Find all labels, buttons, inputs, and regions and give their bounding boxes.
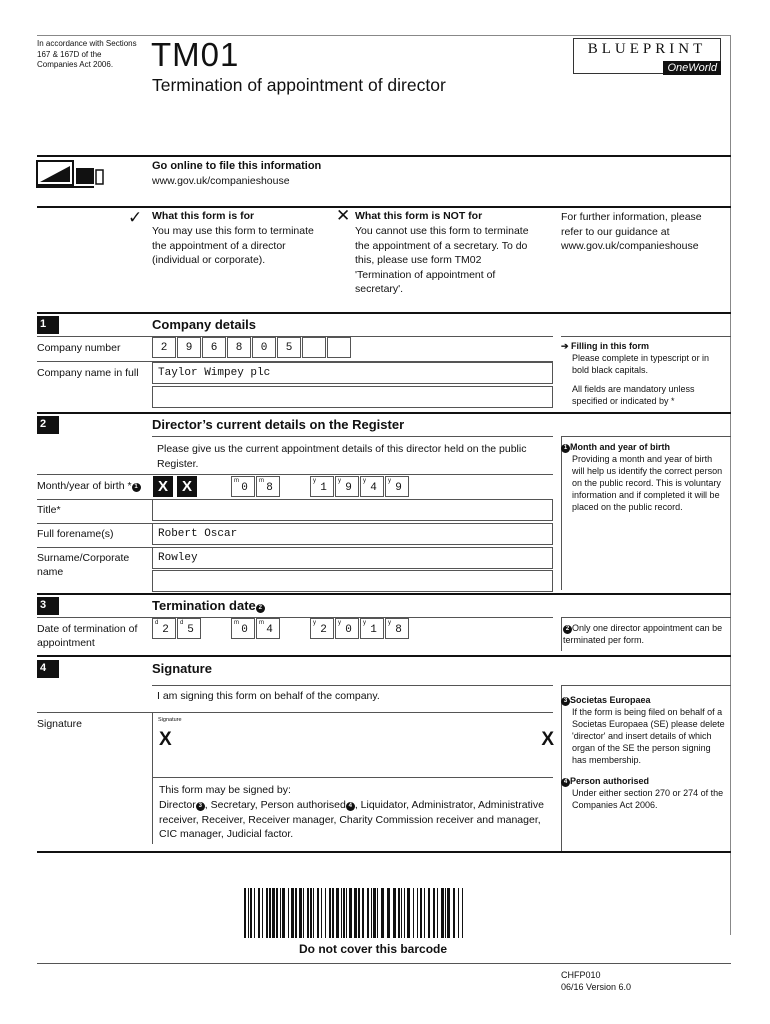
barcode-bar	[373, 888, 376, 938]
signature-label: Signature	[37, 718, 82, 730]
barcode-bar	[325, 888, 326, 938]
barcode-bar	[437, 888, 438, 938]
dob-note	[561, 441, 731, 513]
barcode-bar	[254, 888, 255, 938]
signed-by-box	[152, 778, 553, 844]
barcode-bar	[458, 888, 459, 938]
form-code: TM01	[151, 36, 240, 73]
barcode-bar	[404, 888, 405, 938]
barcode-bar	[401, 888, 402, 938]
section-1-title: Company details	[152, 317, 257, 332]
barcode-bar	[310, 888, 312, 938]
filling-note-text: Please complete in typescript or in bold black capitals.	[572, 353, 710, 375]
not-for-title: What this form is NOT for	[355, 210, 483, 222]
note-2-marker: 2	[563, 625, 572, 634]
barcode-bar	[250, 888, 252, 938]
section-3-title: Termination date 2	[152, 598, 265, 613]
surname-field[interactable]: Rowley	[152, 547, 553, 569]
barcode-bar	[341, 888, 342, 938]
barcode-bar	[272, 888, 275, 938]
barcode-bar	[248, 888, 249, 938]
signed-by-list: Director 3 , Secretary, Person authorised 4 , Liquidator, Administrator, Administrative receiver, Receiver, Receiver manager, Charity Commission receiver and manager, CIC manager, Judicial factor.	[159, 799, 544, 840]
termination-note-text: Only one director appointment can be terminated per form.	[563, 623, 723, 645]
section-4-title: Signature	[152, 661, 212, 676]
signature-box-label: Signature	[158, 717, 182, 723]
barcode-bar	[349, 888, 352, 938]
person-authorised-note	[561, 775, 731, 811]
for-title: What this form is for	[152, 210, 255, 222]
barcode-bar	[276, 888, 278, 938]
barcode-bar	[266, 888, 268, 938]
not-for-text: You cannot use this form to terminate the appointment of a secretary. To do this, please use form TM02 'Termination of appointment of secretary'.	[355, 225, 529, 295]
barcode	[242, 888, 467, 938]
person-authorised-note-title: Person authorised	[570, 776, 650, 786]
online-url[interactable]: www.gov.uk/companieshouse	[152, 175, 290, 187]
barcode-bar	[303, 888, 304, 938]
barcode-bar	[445, 888, 446, 938]
barcode-bar	[381, 888, 384, 938]
company-number-digit: 8	[235, 341, 243, 354]
dob-month-cell[interactable]: m 8	[256, 476, 280, 497]
barcode-bar	[343, 888, 345, 938]
company-number-label: Company number	[37, 342, 121, 354]
section-2-number: 2	[37, 416, 59, 434]
barcode-bar	[428, 888, 430, 938]
surname-field-line2[interactable]	[152, 570, 553, 592]
barcode-bar	[280, 888, 281, 938]
signature-box[interactable]	[152, 712, 553, 778]
company-number-digit: 0	[260, 341, 268, 354]
termination-day-cell[interactable]: d 5	[177, 618, 201, 639]
company-number-digit: 6	[210, 341, 218, 354]
company-number-digit: 9	[185, 341, 193, 354]
section-1-number: 1	[37, 316, 59, 334]
barcode-bar	[295, 888, 297, 938]
note-4-marker: 4	[346, 802, 355, 811]
online-title: Go online to file this information	[152, 160, 322, 172]
barcode-bar	[307, 888, 309, 938]
barcode-bar	[317, 888, 319, 938]
barcode-bar	[407, 888, 410, 938]
cross-icon: ✕	[336, 206, 351, 225]
barcode-bar	[313, 888, 314, 938]
title-label: Title*	[37, 504, 61, 516]
barcode-bar	[413, 888, 414, 938]
company-number-digit: 5	[285, 341, 293, 354]
note-2-marker: 2	[256, 604, 265, 613]
barcode-bar	[321, 888, 322, 938]
footer-code: CHFP010	[561, 970, 601, 980]
company-name-label: Company name in full	[37, 367, 139, 379]
barcode-bar	[354, 888, 357, 938]
signing-statement: I am signing this form on behalf of the company.	[157, 690, 380, 702]
barcode-bar	[447, 888, 450, 938]
termination-year-cell[interactable]: y 8	[385, 618, 409, 639]
societas-note-text: If the form is being filed on behalf of a Societas Europaea (SE) please delete 'director' and insert details of which organ of the SE the person signing has membership.	[572, 707, 725, 765]
barcode-bar	[424, 888, 425, 938]
termination-month-cell[interactable]: m 0	[231, 618, 255, 639]
societas-note-title: Societas Europaea	[570, 695, 651, 705]
filling-note: ➔ Filling in this form Please complete in typescript or in bold black capitals. All fields are mandatory unless specified or indicated by *	[561, 340, 731, 407]
barcode-bar	[362, 888, 364, 938]
forenames-field[interactable]: Robert Oscar	[152, 523, 553, 545]
barcode-bar	[398, 888, 400, 938]
dob-day-blocked: X	[153, 476, 173, 497]
barcode-bar	[269, 888, 271, 938]
barcode-bar	[329, 888, 331, 938]
legal-note: In accordance with Sections 167 & 167D of the Companies Act 2006.	[37, 39, 137, 69]
dob-year-cell[interactable]: y 1	[310, 476, 334, 497]
societas-note	[561, 694, 731, 766]
filling-note-text2: All fields are mandatory unless specified or indicated by *	[572, 384, 695, 406]
company-number-digit: 2	[160, 341, 168, 354]
barcode-bar	[332, 888, 334, 938]
further-info: For further information, please refer to our guidance at www.gov.uk/companieshouse	[561, 211, 702, 252]
dob-year-cell[interactable]: y 9	[335, 476, 359, 497]
termination-month-cell[interactable]: m 4	[256, 618, 280, 639]
dob-year-cell[interactable]: y 9	[385, 476, 409, 497]
termination-note	[561, 622, 731, 646]
title-field[interactable]	[152, 499, 553, 521]
barcode-bar	[441, 888, 444, 938]
barcode-bar	[291, 888, 294, 938]
termination-year-cell[interactable]: y 1	[360, 618, 384, 639]
barcode-bar	[417, 888, 418, 938]
dob-day-blocked: X	[177, 476, 197, 497]
for-text: You may use this form to terminate the appointment of a director (individual or corporate).	[152, 225, 314, 266]
dob-label: Month/year of birth * 1	[37, 479, 141, 493]
barcode-bar	[420, 888, 422, 938]
section-3-number: 3	[37, 597, 59, 615]
note-4-marker: 4	[561, 778, 570, 787]
termination-day-cell[interactable]: d 2	[152, 618, 176, 639]
signature-x-left: X	[159, 729, 172, 750]
filling-note-title: Filling in this form	[571, 341, 650, 351]
signed-by-intro: This form may be signed by:	[159, 784, 291, 796]
barcode-bar	[377, 888, 378, 938]
director-instruction: Please give us the current appointment details of this director held on the public Register.	[157, 443, 527, 470]
barcode-bar	[387, 888, 390, 938]
termination-date-label: Date of termination of appointment	[37, 623, 138, 649]
company-name-field[interactable]: Taylor Wimpey plc	[152, 362, 553, 384]
barcode-bar	[336, 888, 339, 938]
dob-note-text: Providing a month and year of birth will help us identify the correct person on the public record. This is voluntary information and if completed it will be placed on the public record.	[572, 454, 723, 512]
barcode-bar	[453, 888, 455, 938]
barcode-bar	[282, 888, 285, 938]
surname-label: Surname/Corporate name	[37, 552, 130, 578]
brand-name: BLUEPRINT	[587, 41, 707, 57]
barcode-bar	[367, 888, 369, 938]
dob-month-cell[interactable]: m 0	[231, 476, 255, 497]
barcode-bar	[462, 888, 463, 938]
termination-year-cell[interactable]: y 2	[310, 618, 334, 639]
barcode-bar	[433, 888, 435, 938]
barcode-bar	[244, 888, 246, 938]
barcode-bar	[288, 888, 289, 938]
barcode-bar	[299, 888, 302, 938]
footer-version: 06/16 Version 6.0	[561, 982, 632, 992]
brand-logo	[573, 38, 721, 74]
check-icon: ✓	[128, 208, 143, 227]
barcode-bar	[393, 888, 396, 938]
signature-x-right: X	[541, 729, 554, 750]
section-2-title: Director’s current details on the Register	[152, 417, 405, 432]
note-3-marker: 3	[561, 697, 570, 706]
dob-year-cell[interactable]: y 4	[360, 476, 384, 497]
brand-sub: OneWorld	[663, 61, 721, 75]
barcode-bar	[262, 888, 263, 938]
section-4-number: 4	[37, 660, 59, 678]
form-title: Termination of appointment of director	[152, 75, 446, 95]
note-1-marker: 1	[132, 483, 141, 492]
devices-icon	[36, 160, 106, 190]
barcode-bar	[258, 888, 260, 938]
barcode-caption: Do not cover this barcode	[299, 942, 448, 956]
barcode-bar	[371, 888, 372, 938]
barcode-bar	[346, 888, 347, 938]
company-number-field[interactable]	[152, 337, 352, 359]
barcode-bar	[358, 888, 360, 938]
forenames-label: Full forename(s)	[37, 528, 114, 540]
termination-year-cell[interactable]: y 0	[335, 618, 359, 639]
note-1-marker: 1	[561, 444, 570, 453]
note-3-marker: 3	[196, 802, 205, 811]
company-name-field-line2[interactable]	[152, 386, 553, 408]
dob-note-title: Month and year of birth	[570, 442, 670, 452]
person-authorised-note-text: Under either section 270 or 274 of the Companies Act 2006.	[572, 788, 724, 810]
